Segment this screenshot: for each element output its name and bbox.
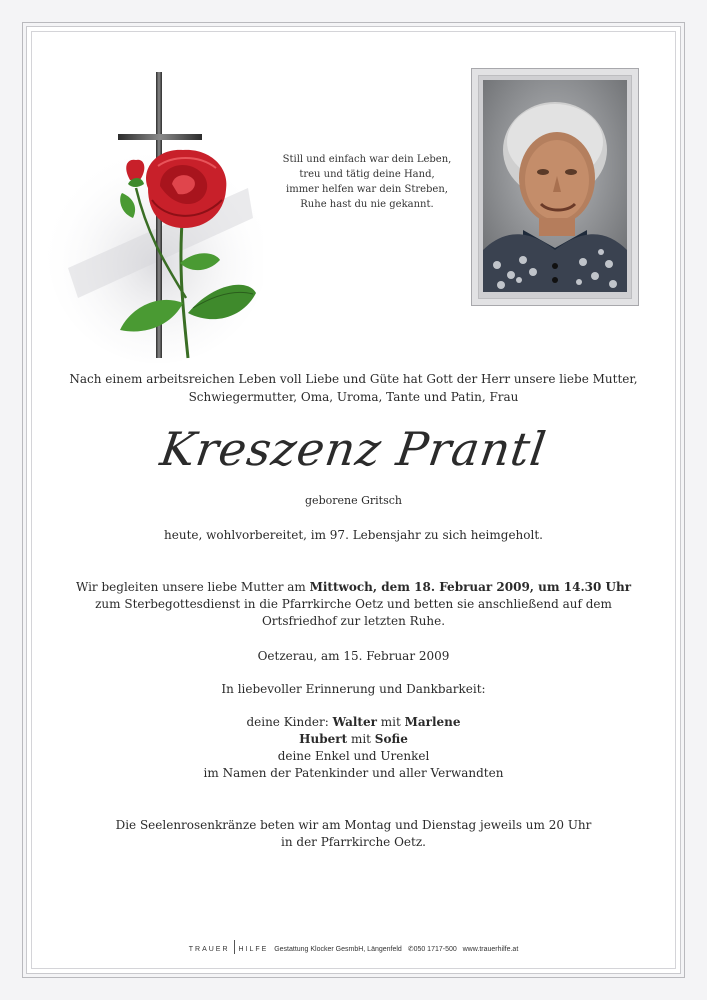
- deceased-name: Kreszenz Prantl: [157, 422, 550, 476]
- family-others: im Namen der Patenkinder und aller Verwandten: [203, 766, 504, 780]
- family-children: [60, 713, 647, 731]
- verse-line: immer helfen war dein Streben,: [286, 184, 448, 195]
- intro-line-2: Schwiegermutter, Oma, Uroma, Tante und Patin, Frau: [188, 390, 519, 404]
- footer-company: Gestattung Klocker GesmbH, Längenfeld: [274, 946, 402, 953]
- funeral-date: Mittwoch, dem 18. Februar 2009, um 14.30 Uhr: [309, 580, 632, 594]
- cross-icon: [48, 68, 263, 368]
- brand-divider: [234, 940, 235, 954]
- cross-rose-illustration: [48, 68, 263, 368]
- footer: [60, 940, 647, 954]
- family-grandchildren: deine Enkel und Urenkel: [277, 749, 430, 763]
- family-children-2: [60, 730, 647, 748]
- spouse-sofie: Sofie: [374, 732, 408, 746]
- brand-right: HILFE: [238, 946, 269, 953]
- child-walter: Walter: [332, 715, 377, 729]
- phone-icon: ✆: [407, 946, 414, 953]
- footer-web: www.trauerhilfe.at: [462, 946, 519, 953]
- place-date: Oetzerau, am 15. Februar 2009: [257, 649, 450, 663]
- rosary-line-2: in der Pfarrkirche Oetz.: [281, 835, 426, 849]
- remembrance: In liebevoller Erinnerung und Dankbarkeit:: [221, 682, 486, 696]
- funeral-line-3: Ortsfriedhof zur letzten Ruhe.: [261, 614, 446, 628]
- verse-line: treu und tätig deine Hand,: [299, 169, 435, 180]
- funeral-pre: Wir begleiten unsere liebe Mutter am: [75, 580, 310, 594]
- children-prefix: deine Kinder:: [246, 715, 333, 729]
- funeral-line-1: [60, 578, 647, 596]
- intro-line-1: Nach einem arbeitsreichen Leben voll Liebe und Güte hat Gott der Herr unsere liebe Mutter,: [69, 372, 638, 386]
- rosary-line-1: Die Seelenrosenkränze beten wir am Montag und Dienstag jeweils um 20 Uhr: [115, 818, 592, 832]
- child-hubert: Hubert: [299, 732, 348, 746]
- mit-2: mit: [347, 732, 375, 746]
- footer-phone: 050 1717-500: [413, 946, 457, 953]
- maiden-name: geborene Gritsch: [305, 494, 402, 507]
- death-line: heute, wohlvorbereitet, im 97. Lebensjahr zu sich heimgeholt.: [164, 528, 543, 542]
- brand-left: TRAUER: [188, 946, 230, 953]
- spouse-marlene: Marlene: [404, 715, 461, 729]
- verse: [262, 152, 472, 212]
- funeral-line-2: zum Sterbegottesdienst in die Pfarrkirche Oetz und betten sie anschließend auf dem: [95, 597, 612, 611]
- mit-1: mit: [376, 715, 405, 729]
- verse-line: Ruhe hast du nie gekannt.: [300, 199, 434, 210]
- verse-line: Still und einfach war dein Leben,: [282, 154, 452, 165]
- portrait-photo: [483, 80, 627, 292]
